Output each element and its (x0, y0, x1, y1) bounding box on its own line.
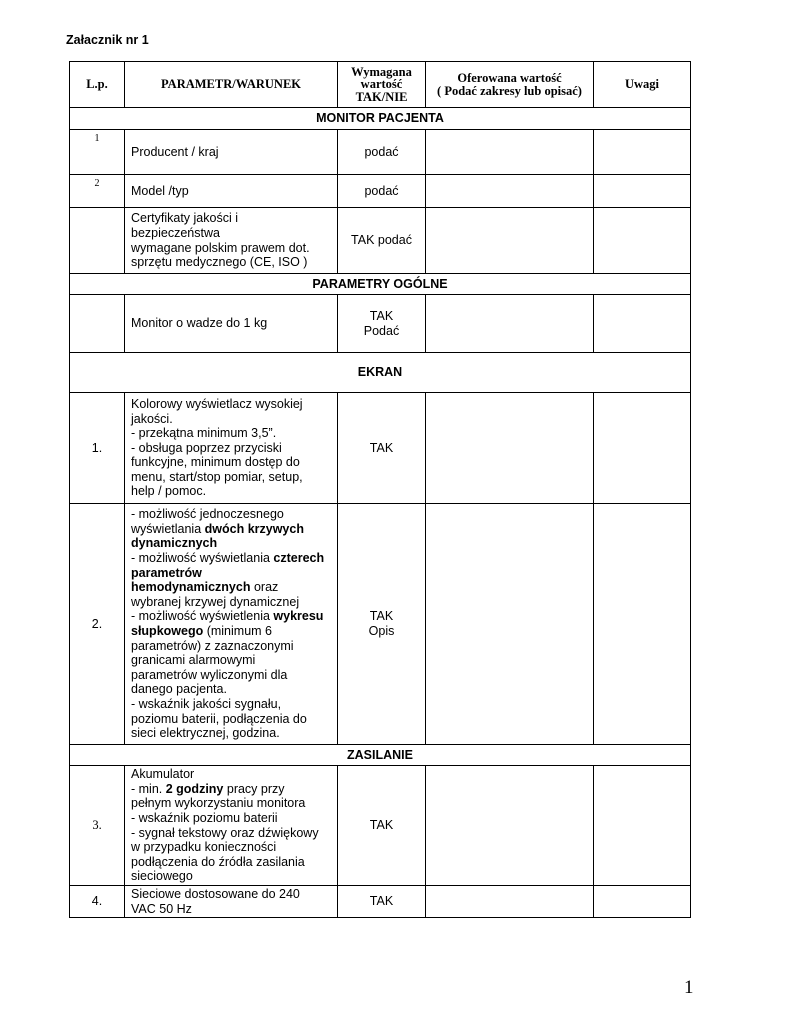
param-text-bold: 2 godziny (165, 781, 224, 796)
param-line: Kolorowy wyświetlacz wysokiej (131, 396, 303, 411)
param-line: danego pacjenta. (131, 682, 227, 697)
row-param: Monitor o wadze do 1 kg (125, 295, 338, 353)
param-text: - min. (131, 781, 166, 796)
param-line: help / pomoc. (131, 484, 207, 499)
header-required-line: TAK/NIE (355, 89, 408, 104)
param-text: pracy przy (223, 781, 285, 796)
row-lp: 2 (70, 175, 125, 208)
required-line: Podać (363, 323, 400, 338)
header-row (70, 62, 691, 108)
row-required: TAK (338, 766, 426, 886)
param-line: bezpieczeństwa (131, 225, 220, 240)
row-lp: 1. (70, 393, 125, 504)
row-lp: 4. (70, 886, 125, 918)
row-param (125, 766, 338, 886)
param-text-bold: dwóch krzywych (204, 521, 304, 536)
page-number: 1 (684, 977, 694, 998)
row-required: TAK (338, 886, 426, 918)
required-line: Opis (368, 624, 395, 638)
row-lp (70, 295, 125, 353)
row-notes-cell[interactable] (594, 504, 691, 745)
row-notes-cell[interactable] (594, 393, 691, 504)
table-row (70, 208, 691, 274)
param-line (131, 522, 334, 537)
param-line: sieciowego (131, 869, 193, 884)
section-screen: EKRAN (70, 353, 691, 393)
section-row (70, 745, 691, 766)
param-line: - wskaźnik poziomu baterii (131, 810, 278, 825)
param-line (131, 551, 334, 566)
row-param: Model /typ (125, 175, 338, 208)
row-param (125, 393, 338, 504)
section-monitor: MONITOR PACJENTA (70, 108, 691, 130)
param-line: w przypadku konieczności (131, 840, 277, 855)
param-line: - obsługa poprzez przyciski (131, 440, 282, 455)
param-text: - możliwość wyświetlania (131, 551, 274, 566)
table-row (70, 295, 691, 353)
param-line: Sieciowe dostosowane do 240 (131, 886, 300, 901)
header-offered-line: ( Podać zakresy lub opisać) (437, 83, 582, 98)
table-row (70, 886, 691, 918)
row-offered-cell[interactable] (426, 766, 594, 886)
attachment-title: Załacznik nr 1 (66, 33, 149, 47)
param-line: podłączenia do źródła zasilania (131, 854, 305, 869)
row-param (125, 208, 338, 274)
param-line (131, 609, 334, 624)
param-line (131, 624, 334, 639)
param-line: - sygnał tekstowy oraz dźwiękowy (131, 825, 319, 840)
param-line (131, 782, 334, 797)
header-offered-line: Oferowana wartość (457, 71, 562, 85)
param-line: granicami alarmowymi (131, 653, 256, 668)
row-lp (70, 208, 125, 274)
section-general: PARAMETRY OGÓLNE (70, 274, 691, 295)
table-row (70, 766, 691, 886)
row-param: Producent / kraj (125, 130, 338, 175)
header-required-line: Wymagana (351, 64, 412, 79)
param-line: sieci elektrycznej, godzina. (131, 726, 280, 741)
row-notes-cell[interactable] (594, 766, 691, 886)
header-param: PARAMETR/WARUNEK (125, 62, 338, 108)
param-line: - przekątna minimum 3,5”. (131, 426, 277, 441)
param-line: parametrów wyliczonymi dla (131, 667, 288, 682)
header-offered (426, 62, 594, 108)
param-text-bold: wykresu (273, 609, 324, 624)
row-param (125, 886, 338, 918)
param-line: funkcyjne, minimum dostęp do (131, 455, 300, 470)
param-line: menu, start/stop pomiar, setup, (131, 469, 303, 484)
header-notes: Uwagi (594, 62, 691, 108)
param-line (131, 580, 334, 595)
param-line: - możliwość jednoczesnego (131, 507, 284, 522)
row-notes-cell[interactable] (594, 208, 691, 274)
row-required (338, 504, 426, 745)
row-lp: 1 (70, 130, 125, 175)
table-row (70, 130, 691, 175)
param-text-bold: słupkowego (131, 624, 204, 638)
param-line: Akumulator (131, 767, 195, 782)
row-notes-cell[interactable] (594, 175, 691, 208)
param-line: pełnym wykorzystaniu monitora (131, 796, 306, 811)
param-line: wybranej krzywej dynamicznej (131, 594, 300, 609)
param-line: jakości. (131, 411, 173, 426)
header-required (338, 62, 426, 108)
row-offered-cell[interactable] (426, 208, 594, 274)
param-line: parametrów (131, 565, 202, 580)
param-text: oraz (250, 580, 279, 595)
param-line: VAC 50 Hz (131, 901, 192, 916)
row-required: podać (338, 130, 426, 175)
param-line: - wskaźnik jakości sygnału, (131, 696, 282, 711)
section-row (70, 274, 691, 295)
row-offered-cell[interactable] (426, 130, 594, 175)
row-offered-cell[interactable] (426, 886, 594, 918)
param-line: parametrów) z zaznaczonymi (131, 638, 294, 653)
param-text: (minimum 6 (203, 624, 272, 638)
param-text: - możliwość wyświetlenia (131, 609, 274, 624)
param-line: Certyfikaty jakości i (131, 211, 238, 226)
param-text-bold: czterech (273, 551, 325, 566)
param-line: dynamicznych (131, 536, 218, 551)
section-row (70, 108, 691, 130)
header-required-line: wartość (360, 77, 403, 92)
row-required: TAK (338, 393, 426, 504)
param-line: wymagane polskim prawem dot. (131, 240, 310, 255)
row-notes-cell[interactable] (594, 130, 691, 175)
table-row (70, 504, 691, 745)
row-offered-cell[interactable] (426, 504, 594, 745)
row-required (338, 295, 426, 353)
table-row (70, 175, 691, 208)
table-row (70, 393, 691, 504)
row-param (125, 504, 338, 745)
row-notes-cell[interactable] (594, 295, 691, 353)
row-lp: 3. (70, 766, 125, 886)
required-line: TAK (369, 609, 394, 624)
row-notes-cell[interactable] (594, 886, 691, 918)
row-offered-cell[interactable] (426, 393, 594, 504)
param-text-bold: hemodynamicznych (131, 580, 251, 595)
specification-table (69, 61, 691, 918)
param-line: sprzętu medycznego (CE, ISO ) (131, 255, 308, 270)
row-lp: 2. (70, 504, 125, 745)
param-line: poziomu baterii, podłączenia do (131, 711, 307, 726)
section-row (70, 353, 691, 393)
required-line: TAK (369, 308, 394, 323)
param-text: wyświetlania (131, 521, 205, 536)
row-required: podać (338, 175, 426, 208)
row-offered-cell[interactable] (426, 295, 594, 353)
row-required: TAK podać (338, 208, 426, 274)
section-power: ZASILANIE (70, 745, 691, 766)
header-lp: L.p. (70, 62, 125, 108)
row-offered-cell[interactable] (426, 175, 594, 208)
